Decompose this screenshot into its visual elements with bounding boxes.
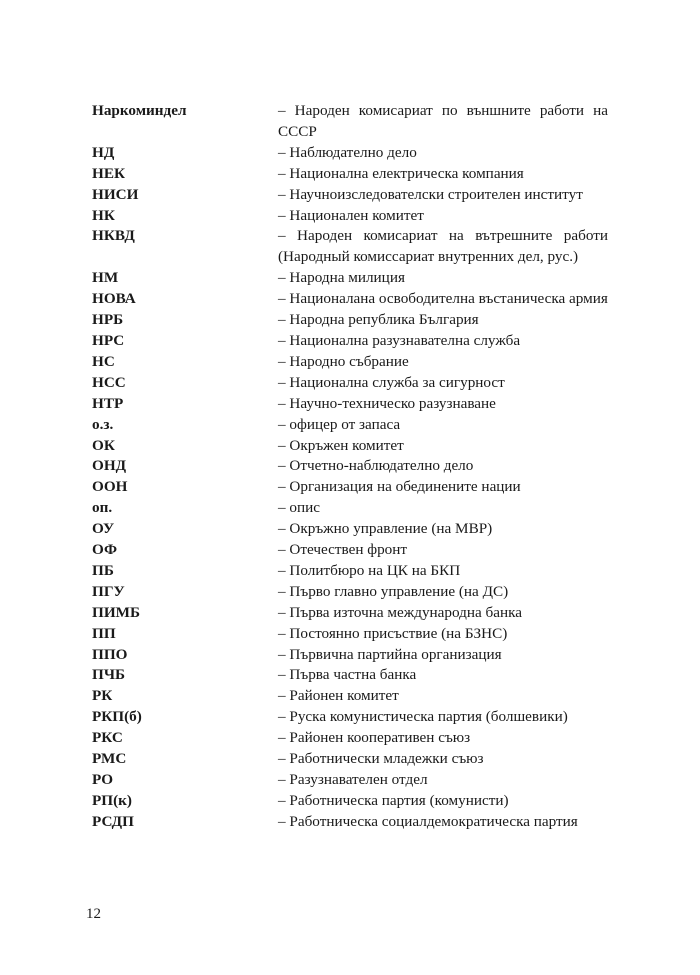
abbreviation-term: ПИМБ (92, 603, 141, 621)
abbreviation-definition: – Първа частна банка (278, 666, 417, 684)
abbreviation-definition: – Работническа партия (комунисти) (278, 791, 509, 809)
glossary-entry (92, 164, 612, 185)
glossary-entry (92, 436, 612, 457)
abbreviation-term: о.з. (92, 415, 114, 433)
glossary-entry (92, 665, 612, 686)
glossary-entry (92, 519, 612, 540)
abbreviation-term: Наркоминдел (92, 102, 187, 119)
glossary-entry (92, 477, 612, 498)
abbreviation-term: РКП(б) (92, 708, 142, 726)
glossary-entry (92, 185, 612, 206)
glossary-entry (92, 707, 612, 728)
abbreviation-term: НИСИ (92, 185, 139, 203)
abbreviation-term: ПГУ (92, 582, 125, 600)
abbreviation-term: РМС (92, 750, 127, 768)
glossary-entry (92, 331, 612, 352)
abbreviation-definition: – Наблюдателно дело (278, 143, 417, 161)
abbreviation-definition: – Народна република България (278, 311, 479, 329)
abbreviation-list (92, 101, 612, 833)
glossary-entry (92, 645, 612, 666)
abbreviation-definition: – Районен кооперативен съюз (278, 729, 471, 747)
glossary-entry (92, 415, 612, 436)
glossary-entry (92, 582, 612, 603)
abbreviation-term: НРБ (92, 311, 124, 329)
abbreviation-definition: – Национална служба за сигурност (278, 373, 505, 391)
abbreviation-definition: – Национална разузнавателна служба (278, 331, 521, 349)
abbreviation-term: НОВА (92, 290, 136, 308)
abbreviation-definition: – Народен комисариат на вътрешните работи (Народный комиссариат внутренних дел, рус.) (278, 227, 608, 266)
glossary-entry (92, 289, 612, 310)
glossary-entry (92, 226, 612, 268)
abbreviation-term: НРС (92, 331, 125, 349)
abbreviation-term: ППО (92, 645, 128, 663)
abbreviation-term: НСС (92, 373, 126, 391)
abbreviation-definition: – Първична партийна организация (278, 645, 502, 663)
glossary-entry (92, 812, 612, 833)
glossary-entry (92, 603, 612, 624)
abbreviation-definition: – Национална електрическа компания (278, 164, 524, 182)
abbreviation-term: ОФ (92, 541, 118, 559)
abbreviation-term: РО (92, 771, 114, 788)
abbreviation-term: ООН (92, 478, 128, 496)
abbreviation-definition: – Народна милиция (278, 269, 405, 287)
abbreviation-term: ПП (92, 624, 116, 642)
abbreviation-definition: – Политбюро на ЦК на БКП (278, 561, 461, 579)
glossary-entry (92, 352, 612, 373)
glossary-entry (92, 143, 612, 164)
abbreviation-definition: – Руска комунистическа партия (болшевики) (278, 708, 568, 726)
glossary-entry (92, 206, 612, 227)
abbreviation-definition: – Окръжен комитет (278, 436, 404, 454)
glossary-entry (92, 456, 612, 477)
abbreviation-definition: – Отечествен фронт (278, 541, 408, 559)
abbreviation-term: НТР (92, 394, 124, 412)
abbreviation-definition: – Народно събрание (278, 352, 409, 370)
abbreviation-term: ОК (92, 436, 115, 454)
abbreviation-term: оп. (92, 499, 113, 517)
glossary-entry (92, 373, 612, 394)
abbreviation-definition: – Работнически младежки съюз (278, 750, 484, 768)
abbreviation-definition: – Окръжно управление (на МВР) (278, 520, 493, 538)
abbreviation-term: ОНД (92, 457, 127, 475)
abbreviation-term: ПБ (92, 561, 114, 579)
glossary-entry (92, 624, 612, 645)
glossary-entry (92, 770, 612, 791)
abbreviation-definition: – опис (278, 499, 320, 517)
abbreviation-definition: – Организация на обединените нации (278, 478, 521, 496)
abbreviation-definition: – Народен комисариат по външните работи на СССР (278, 102, 608, 140)
glossary-entry (92, 561, 612, 582)
abbreviation-definition: – Първо главно управление (на ДС) (278, 582, 509, 600)
glossary-entry (92, 728, 612, 749)
abbreviation-definition: – Разузнавателен отдел (278, 771, 428, 788)
abbreviation-term: НКВД (92, 227, 135, 245)
abbreviation-term: НМ (92, 269, 119, 287)
glossary-entry (92, 686, 612, 707)
glossary-entry (92, 791, 612, 812)
abbreviation-term: РК (92, 687, 113, 705)
glossary-entry (92, 310, 612, 331)
abbreviation-term: РКС (92, 729, 123, 747)
abbreviation-definition: – Национален комитет (278, 206, 424, 224)
abbreviation-term: НЕК (92, 164, 125, 182)
abbreviation-term: РСДП (92, 812, 134, 830)
glossary-entry (92, 101, 612, 143)
abbreviation-definition: – офицер от запаса (278, 415, 401, 433)
abbreviation-term: НК (92, 206, 115, 224)
abbreviation-term: ОУ (92, 520, 115, 538)
abbreviation-definition: – Научноизследователски строителен институт (278, 185, 583, 203)
abbreviation-definition: – Научно-техническо разузнаване (278, 394, 496, 412)
abbreviation-definition: – Първа източна международна банка (278, 603, 523, 621)
abbreviation-definition: – Работническа социалдемократическа партия (278, 812, 578, 830)
abbreviation-definition: – Районен комитет (278, 687, 399, 705)
glossary-entry (92, 268, 612, 289)
abbreviation-term: НС (92, 352, 115, 370)
abbreviation-term: РП(к) (92, 791, 132, 809)
abbreviation-definition: – Отчетно-наблюдателно дело (278, 457, 474, 475)
page-number: 12 (86, 906, 101, 922)
glossary-entry (92, 540, 612, 561)
glossary-entry (92, 749, 612, 770)
glossary-entry (92, 498, 612, 519)
abbreviation-definition: – Постоянно присъствие (на БЗНС) (278, 624, 508, 642)
glossary-entry (92, 394, 612, 415)
abbreviation-definition: – Националана освободителна въстаническа армия (278, 290, 608, 308)
abbreviation-term: ПЧБ (92, 666, 126, 684)
abbreviation-term: НД (92, 143, 115, 161)
